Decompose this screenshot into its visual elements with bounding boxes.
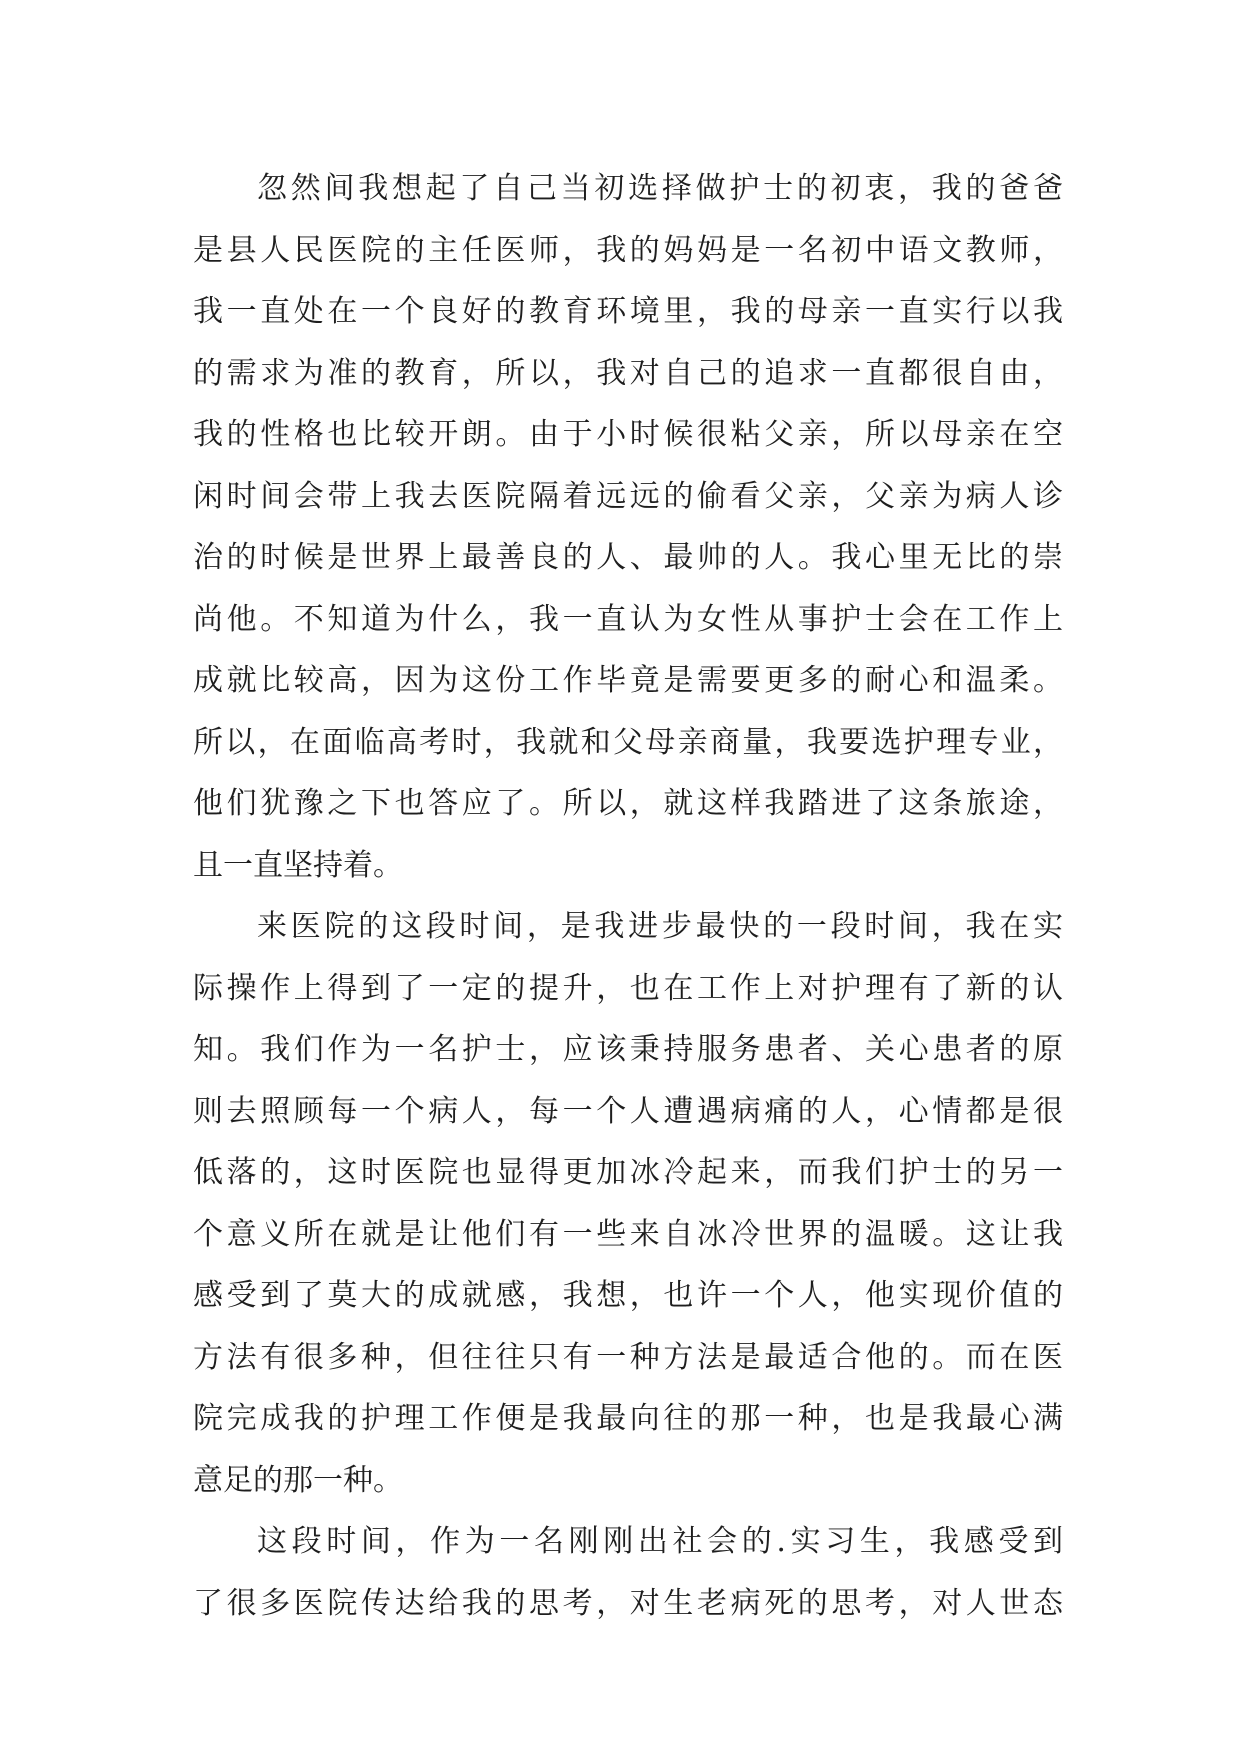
text-line: 且一直坚持着。	[193, 847, 403, 883]
text-line: 忽然间我想起了自己当初选择做护士的初衷，我的爸爸	[257, 171, 1063, 206]
text-line: 所以，在面临高考时，我就和父母亲商量，我要选护理专业，	[193, 724, 1063, 760]
text-line: 这段时间，作为一名刚刚出社会的.实习生，我感受到	[257, 1524, 1063, 1559]
body-text	[193, 158, 1063, 1634]
text-line: 闲时间会带上我去医院隔着远远的偷看父亲，父亲为病人诊	[193, 478, 1063, 514]
text-line: 院完成我的护理工作便是我最向往的那一种，也是我最心满	[193, 1401, 1063, 1436]
text-line: 尚他。不知道为什么，我一直认为女性从事护士会在工作上	[193, 601, 1063, 637]
text-line: 感受到了莫大的成就感，我想，也许一个人，他实现价值的	[193, 1278, 1063, 1313]
text-line: 的需求为准的教育，所以，我对自己的追求一直都很自由，	[193, 355, 1063, 391]
text-line: 则去照顾每一个病人，每一个人遭遇病痛的人，心情都是很	[193, 1093, 1063, 1129]
text-line: 了很多医院传达给我的思考，对生老病死的思考，对人世态	[193, 1585, 1063, 1621]
text-line: 知。我们作为一名护士，应该秉持服务患者、关心患者的原	[193, 1032, 1063, 1067]
text-line: 来医院的这段时间，是我进步最快的一段时间，我在实	[257, 909, 1063, 944]
text-line: 方法有很多种，但往往只有一种方法是最适合他的。而在医	[193, 1339, 1063, 1375]
text-line: 他们犹豫之下也答应了。所以，就这样我踏进了这条旅途，	[193, 786, 1063, 821]
text-line: 我一直处在一个良好的教育环境里，我的母亲一直实行以我	[193, 294, 1063, 329]
text-line: 治的时候是世界上最善良的人、最帅的人。我心里无比的崇	[193, 540, 1063, 575]
text-line: 意足的那一种。	[193, 1462, 403, 1498]
text-line: 是县人民医院的主任医师，我的妈妈是一名初中语文教师，	[193, 232, 1063, 268]
text-line: 际操作上得到了一定的提升，也在工作上对护理有了新的认	[193, 970, 1063, 1006]
text-line: 我的性格也比较开朗。由于小时候很粘父亲，所以母亲在空	[193, 417, 1063, 452]
text-line: 低落的，这时医院也显得更加冰冷起来，而我们护士的另一	[193, 1155, 1063, 1190]
text-line: 个意义所在就是让他们有一些来自冰冷世界的温暖。这让我	[193, 1216, 1063, 1252]
text-line: 成就比较高，因为这份工作毕竟是需要更多的耐心和温柔。	[193, 663, 1063, 698]
